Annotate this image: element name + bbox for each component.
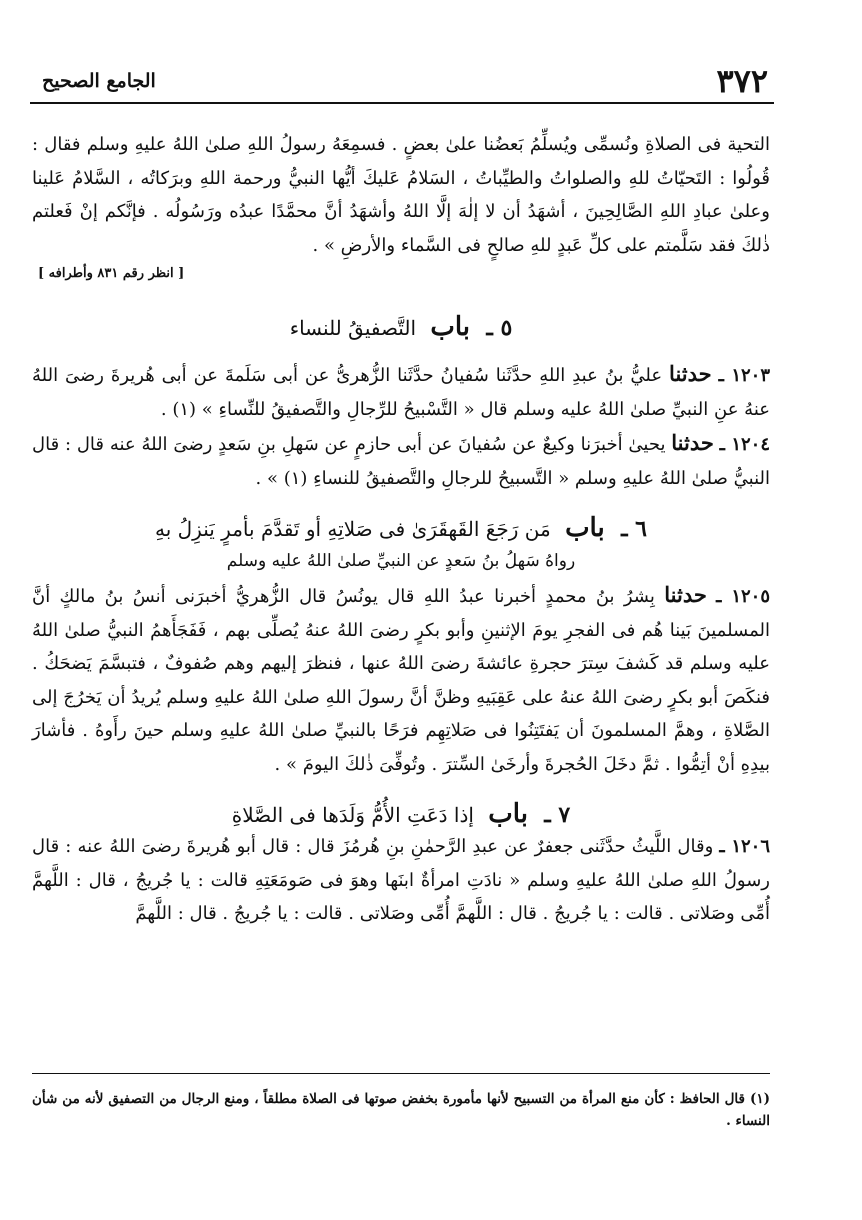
hadith-1204	[32, 426, 770, 495]
hadith-number: ١٢٠٣ ـ	[718, 365, 770, 386]
chapter-bab-label: باب	[488, 799, 528, 829]
chapter-subtitle: رواهُ سَهلُ بنُ سَعدٍ عن النبيِّ صلىٰ اللهُ عليه وسلم	[226, 551, 576, 571]
reference-note: [ انظر رقم ٨٣١ وأطرافه ]	[38, 266, 185, 281]
chapter-bab-label: باب	[430, 312, 470, 342]
paragraph-tashahhud: التحية فى الصلاةِ ونُسمِّى ويُسلِّمُ بَعضُنا علىٰ بعضٍ . فسمِعَهُ رسولُ اللهِ صلىٰ اللهُ عليهِ وسلم فقال : قُولُوا : التَحيّاتُ للهِ والصلواتُ والطيِّباتُ ، السَلامُ عَليكَ أيُّها النبيُّ ورحمة اللهِ وبرَكاتُه ، السَّلامُ عَلينا وعلىٰ عبادِ اللهِ الصَّالِحِينَ ، أشهَدُ أن لا إلٰهَ إلَّا اللهُ وأشهَدُ أنَّ محمَّدًا عبدُه ورَسُولُه . فإنَّكم إنْ فَعلتم ذٰلكَ فقد سَلَّمتم على كلِّ عَبدٍ للهِ صالحٍ فى السَّماء والأرضِ » .	[32, 134, 770, 256]
hadith-1205	[32, 578, 770, 781]
chapter-title: التَّصفيقُ للنساء	[289, 316, 416, 340]
hadith-number: ١٢٠٦ ـ	[719, 836, 770, 857]
reference-note-wrap	[32, 262, 770, 288]
hadith-label: حدثنا	[664, 582, 707, 607]
footnote: (١) قال الحافظ : كأن منع المرأة من التسبيح لأنها مأمورة بخفض صوتها فى الصلاة مطلقاً ، ومنع الرجال من التصفيق لأنه من شأن النساء .	[32, 1091, 770, 1129]
hadith-text: عليُّ بنُ عبدِ اللهِ حدَّثَنا سُفيانُ حدَّثَنا الزُّهرىُّ عن أبى سَلَمةَ عن أبى هُريرةَ رضىَ اللهُ عنهُ عنِ النبيِّ صلىٰ اللهُ عليه وسلم قال « التَّسْبيحُ للرِّجالِ والتَّصفيقُ للنِّساءِ » (١) .	[32, 365, 770, 420]
book-title: الجامع الصحيح	[42, 70, 156, 92]
hadith-number: ١٢٠٤ ـ	[719, 434, 770, 455]
hadith-text: بِشرُ بنُ محمدٍ أخبرنا عبدُ اللهِ قال يونُسُ قال الزُّهريُّ أخبرَنى أنسُ بنُ مالكٍ أنَّ المسلمينَ بَينا هُم فى الفجرِ يومَ الإثنينِ وأبو بكرٍ رضىَ اللهُ عنهُ يُصلِّى بهم ، فَفَجَأَهمُ النبيُّ صلىٰ اللهُ عليه وسلم قد كَشفَ سِترَ حجرةِ عائشةَ رضىَ اللهُ عنها ، فنظرَ إليهم وهم صُفوفٌ ، فتبسَّمَ يَضحَكُ . فنكَصَ أبو بكرٍ رضىَ اللهُ عنهُ على عَقِبَيهِ وظنَّ أنَّ رسولَ اللهِ صلىٰ اللهُ عليهِ وسلم يُريدُ أن يَخرُجَ إلى الصَّلاةِ ، وهمَّ المسلمونَ أن يَفتَتِنُوا فى صَلاتِهِم فرَحًا بالنبيِّ صلىٰ اللهُ عليهِ وسلم حينَ رأَوهُ . فأشارَ بيدِهِ أنْ أتِمُّوا . ثمَّ دخَلَ الحُجرةَ وأرخَىٰ السِّترَ . وتُوفِّىَ ذٰلكَ اليومَ » .	[32, 586, 770, 775]
chapter-bab-label: باب	[565, 513, 605, 543]
hadith-number: ١٢٠٥ ـ	[716, 586, 770, 607]
page-header	[30, 58, 774, 104]
hadith-label: حدثنا	[669, 361, 712, 386]
chapter-heading-5	[32, 312, 770, 343]
chapter-number: ٦ ـ	[621, 516, 647, 542]
footnote-divider	[32, 1073, 770, 1074]
hadith-text: يحيىٰ أخبرَنا وكيعٌ عن سُفيانَ عن أبى حازمٍ عن سَهلِ بنِ سَعدٍ رضىَ اللهُ عنه قال : قال النبيُّ صلىٰ اللهُ عليهِ وسلم « التَّسبيحُ للرجالِ والتَّصفيقُ للنساءِ (١) » .	[32, 434, 770, 489]
chapter-heading-7	[32, 799, 770, 830]
chapter-number: ٧ ـ	[544, 802, 571, 828]
chapter-number: ٥ ـ	[486, 315, 513, 341]
hadith-label: حدثنا	[671, 430, 714, 455]
hadith-1206	[32, 830, 770, 931]
chapter-heading-6	[32, 513, 770, 544]
page-body	[32, 128, 770, 931]
page-number: ٣٧٢	[716, 62, 768, 100]
chapter-title: مَن رَجَعَ القَهقَرَىٰ فى صَلاتِهِ أو تَقدَّمَ بأمرٍ يَنزِلُ بهِ	[155, 517, 551, 541]
hadith-1203	[32, 357, 770, 426]
hadith-text: وقال اللَّيثُ حدَّثَنى جعفرٌ عن عبدِ الرَّحمٰنِ بنِ هُرمُزَ قال : قال أبو هُريرةَ رضىَ اللهُ عنه : قال رسولُ اللهِ صلىٰ اللهُ عليهِ وسلم « نادَتِ امرأةٌ ابنَها وهوَ فى صَومَعَتِهِ قالت : يا جُريجُ ، قال : اللَّهمَّ أُمِّى وصَلاتى . قالت : يا جُريجُ . قال : اللَّهمَّ أُمِّى وصَلاتى . قالت : يا جُريجُ . قال : اللَّهمَّ	[32, 836, 770, 924]
chapter-title: إذا دَعَتِ الأُمُّ وَلَدَها فى الصَّلاةِ	[231, 803, 474, 827]
